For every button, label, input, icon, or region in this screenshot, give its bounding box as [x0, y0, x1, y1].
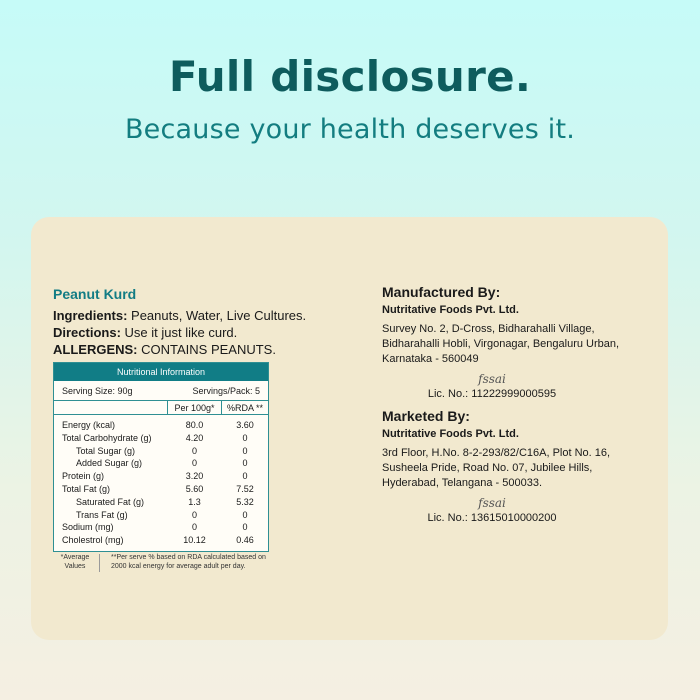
fssai-logo-icon: fssai	[478, 496, 506, 510]
fssai-logo-icon: fssai	[478, 372, 506, 386]
directions-line	[53, 324, 306, 341]
nutrient-per100: 4.20	[185, 432, 204, 443]
servings-per-pack: Servings/Pack: 5	[192, 386, 260, 396]
nutrient-rda: 0	[242, 509, 248, 520]
nutrient-per100: 0	[191, 509, 197, 520]
nutrient-per100: 80.0	[185, 420, 204, 430]
nutrient-per100: 0	[191, 445, 197, 456]
nutrient-name: Saturated Fat (g)	[76, 496, 145, 507]
ingredients-label: Ingredients:	[53, 308, 128, 323]
nutrient-rda: 0	[242, 471, 248, 482]
nutrient-per100: 0	[191, 458, 197, 469]
subheadline: Because your health deserves it.	[124, 114, 576, 145]
table-row	[54, 483, 268, 496]
nutrient-rda: 5.32	[236, 496, 254, 507]
directions-value: Use it just like curd.	[124, 325, 238, 340]
nutrition-table	[53, 362, 269, 552]
column-per100g: Per 100g*	[167, 401, 222, 414]
nutrient-name: Protein (g)	[62, 471, 105, 482]
footnote-rda: **Per serve % based on RDA calculated based on 2000 kcal energy for average adult per day.	[111, 554, 266, 570]
allergens-label: ALLERGENS:	[53, 342, 138, 357]
column-header-row	[54, 401, 268, 415]
table-row	[54, 445, 268, 458]
marketer-license: Lic. No.: 13615010000200	[427, 512, 557, 524]
product-name: Peanut Kurd	[53, 286, 137, 302]
ingredients-value: Peanuts, Water, Live Cultures.	[131, 308, 307, 323]
nutrient-name: Added Sugar (g)	[76, 458, 143, 469]
table-row	[54, 419, 268, 432]
nutrient-name: Total Carbohydrate (g)	[62, 432, 152, 443]
table-row	[54, 470, 268, 483]
allergens-value: CONTAINS PEANUTS.	[141, 342, 276, 357]
serving-size: Serving Size: 90g	[62, 386, 133, 396]
nutrient-per100: 5.60	[185, 483, 204, 494]
marketer-company: Nutritative Foods Pvt. Ltd.	[382, 428, 519, 440]
nutrient-rda: 0	[242, 432, 248, 443]
table-row	[54, 457, 268, 470]
directions-label: Directions:	[53, 325, 121, 340]
nutrient-per100: 3.20	[185, 471, 204, 482]
nutrient-per100: 0	[191, 522, 197, 533]
table-row	[54, 534, 268, 547]
company-info	[382, 283, 652, 524]
ingredients-line	[53, 307, 306, 324]
nutrient-rda: 0	[242, 445, 248, 456]
marketer-title: Marketed By:	[382, 408, 470, 424]
label-card	[31, 217, 668, 640]
serving-row	[54, 381, 268, 401]
manufacturer-title: Manufactured By:	[382, 284, 501, 300]
table-row	[54, 496, 268, 509]
nutrient-rda: 7.52	[236, 483, 254, 494]
nutrient-rda: 0	[242, 458, 248, 469]
marketer-section	[382, 407, 652, 525]
allergens-line	[53, 341, 306, 358]
nutrient-per100: 10.12	[183, 535, 206, 546]
nutrient-rda: 0	[242, 522, 248, 533]
marketer-address: 3rd Floor, H.No. 8-2-293/82/C16A, Plot No. 16, Susheela Pride, Road No. 07, Jubilee Hills, Hyderabad, Telangana - 500033.	[382, 447, 611, 489]
footnote-divider	[99, 554, 100, 572]
column-rda: %RDA **	[226, 403, 263, 413]
nutrient-name: Total Fat (g)	[62, 483, 111, 494]
headline: Full disclosure.	[168, 52, 532, 101]
table-row	[54, 521, 268, 534]
nutrient-name: Energy (kcal)	[62, 420, 116, 430]
manufacturer-address: Survey No. 2, D-Cross, Bidharahalli Village, Bidharahalli Hobli, Virgonagar, Bengaluru Urban, Karnataka - 560049	[382, 323, 620, 365]
nutrition-rows	[54, 415, 268, 551]
nutrient-rda: 3.60	[236, 420, 254, 430]
nutrient-name: Total Sugar (g)	[76, 445, 136, 456]
nutrient-name: Trans Fat (g)	[76, 509, 128, 520]
nutrient-per100: 1.3	[188, 496, 201, 507]
footnote-average: *Average Values	[60, 554, 90, 570]
product-details	[53, 307, 306, 358]
nutrient-name: Sodium (mg)	[62, 522, 114, 533]
manufacturer-license: Lic. No.: 11222999000595	[427, 388, 557, 400]
table-row	[54, 432, 268, 445]
nutrition-title: Nutritional Information	[54, 363, 268, 381]
nutrient-name: Cholestrol (mg)	[62, 535, 124, 546]
table-row	[54, 509, 268, 522]
nutrient-rda: 0.46	[236, 535, 254, 546]
manufacturer-section	[382, 283, 652, 401]
manufacturer-company: Nutritative Foods Pvt. Ltd.	[382, 304, 519, 316]
